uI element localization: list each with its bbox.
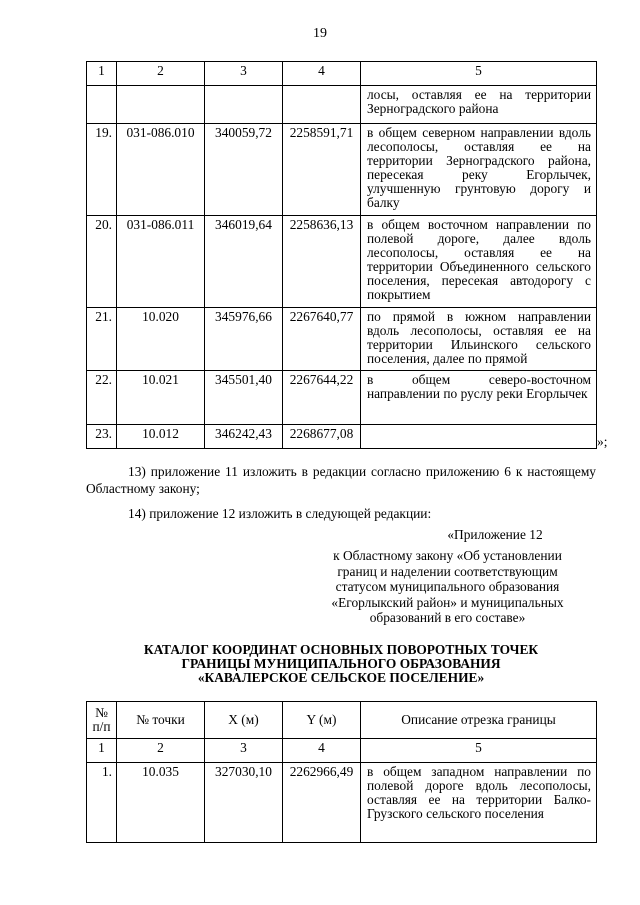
header-cell: 1: [87, 62, 117, 86]
point-number: 031-086.011: [117, 216, 205, 308]
segment-description: лосы, оставляя ее на территории Зерноградского района: [361, 86, 597, 124]
segment-description: в общем западном направлении по полевой дороге вдоль лесополосы, оставляя ее на территории Балко-Грузского сельского поселения: [361, 763, 597, 843]
segment-description: в общем восточном направлении по полевой дороге, далее вдоль лесополосы, оставляя ее на территории Объединенного сельского поселения, пересекая автодорогу с покрытием: [361, 216, 597, 308]
catalog-title-line: «КАВАЛЕРСКОЕ СЕЛЬСКОЕ ПОСЕЛЕНИЕ»: [197, 670, 485, 685]
point-number: 031-086.010: [117, 124, 205, 216]
catalog-title-line: КАТАЛОГ КООРДИНАТ ОСНОВНЫХ ПОВОРОТНЫХ ТОЧЕК: [143, 642, 539, 657]
x-coordinate: 340059,72: [205, 124, 283, 216]
appendix-line: к Областному закону «Об установлении: [333, 548, 562, 563]
header-y: Y (м): [283, 702, 361, 739]
appendix-line: статусом муниципального образования: [335, 579, 560, 594]
header-cell: 2: [117, 62, 205, 86]
y-coordinate: 2258636,13: [283, 216, 361, 308]
header-x: X (м): [205, 702, 283, 739]
header-cell: 3: [205, 62, 283, 86]
x-coordinate: 345976,66: [205, 308, 283, 371]
y-coordinate: 2262966,49: [283, 763, 361, 843]
appendix-title: «Приложение 12: [447, 527, 543, 542]
y-coordinate: 2268677,08: [283, 425, 361, 449]
column-number: 5: [361, 739, 597, 763]
point-number: 10.020: [117, 308, 205, 371]
coordinates-table-continued: [86, 61, 597, 449]
column-number: 4: [283, 739, 361, 763]
paragraph-13: 13) приложение 11 изложить в редакции согласно приложению 6 к настоящему Областному закону;: [86, 464, 596, 496]
table-row: [87, 124, 597, 216]
segment-description: [361, 425, 597, 449]
column-number: 2: [117, 739, 205, 763]
table-row: [87, 86, 597, 124]
table-row: [87, 216, 597, 308]
x-coordinate: 345501,40: [205, 371, 283, 425]
table-row: [87, 371, 597, 425]
row-number: 19.: [87, 124, 117, 216]
segment-description: в общем северо-восточном направлении по руслу реки Егорлычек: [361, 371, 597, 425]
column-number: 1: [87, 739, 117, 763]
table-header-row: [87, 702, 597, 739]
appendix-line: границ и наделении соответствующим: [337, 563, 558, 579]
appendix-subtitle: [300, 548, 595, 626]
segment-description: по прямой в южном направлении вдоль лесополосы, оставляя ее на территории Ильинского сельского поселения, далее по прямой: [361, 308, 597, 371]
header-cell: 5: [361, 62, 597, 86]
catalog-title: [86, 643, 596, 685]
table-header-row: [87, 62, 597, 86]
page-number: 19: [313, 26, 327, 41]
table-row: [87, 308, 597, 371]
kavalerskoe-coordinates-table: [86, 701, 597, 843]
row-number: 1.: [87, 763, 117, 843]
segment-description: в общем северном направлении вдоль лесополосы, оставляя ее на территории Зерноградского района, пересекая реку Егорлычек, улучшенную грунтовую дорогу и балку: [361, 124, 597, 216]
table-number-row: [87, 739, 597, 763]
header-row-number: № п/п: [87, 702, 117, 739]
header-cell: 4: [283, 62, 361, 86]
x-coordinate: [205, 86, 283, 124]
x-coordinate: 346019,64: [205, 216, 283, 308]
y-coordinate: 2267640,77: [283, 308, 361, 371]
row-number: 20.: [87, 216, 117, 308]
y-coordinate: 2267644,22: [283, 371, 361, 425]
header-point-number: № точки: [117, 702, 205, 739]
point-number: 10.021: [117, 371, 205, 425]
catalog-title-line: ГРАНИЦЫ МУНИЦИПАЛЬНОГО ОБРАЗОВАНИЯ: [181, 656, 501, 671]
point-number: 10.012: [117, 425, 205, 449]
appendix-line: «Егорлыкский район» и муниципальных: [331, 594, 564, 610]
appendix-line: образований в его составе»: [369, 610, 526, 625]
table-row: [87, 425, 597, 449]
row-number: 23.: [87, 425, 117, 449]
header-description: Описание отрезка границы: [361, 702, 597, 739]
row-number: 21.: [87, 308, 117, 371]
row-number: [87, 86, 117, 124]
x-coordinate: 346242,43: [205, 425, 283, 449]
closing-quote-mark: »;: [597, 434, 608, 449]
point-number: 10.035: [117, 763, 205, 843]
row-number: 22.: [87, 371, 117, 425]
paragraph-14: 14) приложение 12 изложить в следующей редакции:: [128, 506, 432, 521]
x-coordinate: 327030,10: [205, 763, 283, 843]
point-number: [117, 86, 205, 124]
y-coordinate: [283, 86, 361, 124]
column-number: 3: [205, 739, 283, 763]
table-row: [87, 763, 597, 843]
y-coordinate: 2258591,71: [283, 124, 361, 216]
